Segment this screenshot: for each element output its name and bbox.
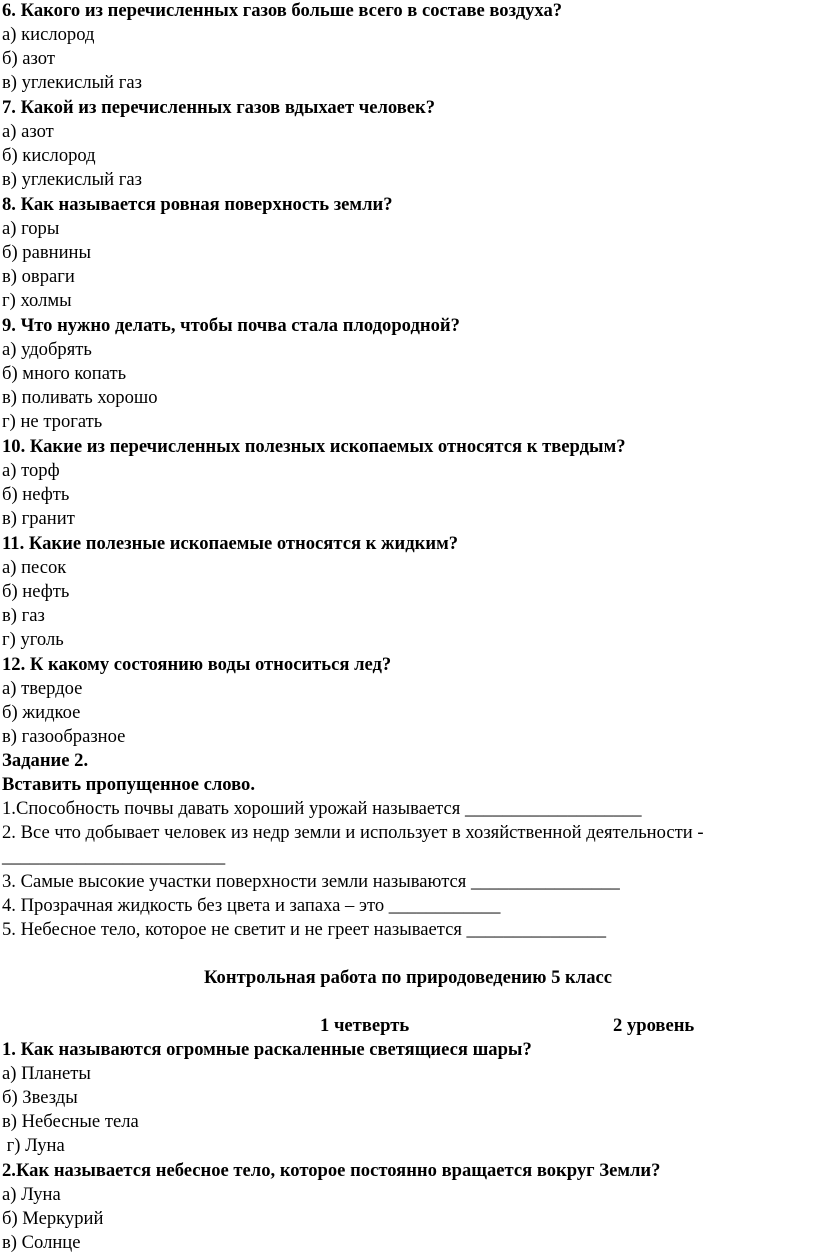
- task-2-title: Задание 2.: [2, 750, 89, 771]
- answer-option: г) холмы: [2, 290, 72, 311]
- answer-option: б) много копать: [2, 363, 127, 384]
- answer-option: а) Планеты: [2, 1063, 91, 1084]
- answer-option: г) уголь: [2, 629, 64, 650]
- level-label: 2 уровень: [613, 1015, 695, 1036]
- question-12: 12. К какому состоянию воды относиться лед?: [2, 654, 392, 675]
- question-10: 10. Какие из перечисленных полезных ископаемых относятся к твердым?: [2, 436, 626, 457]
- answer-option: в) углекислый газ: [2, 169, 142, 190]
- fill-in-blank: ________________________: [2, 846, 226, 867]
- answer-option: а) горы: [2, 218, 60, 239]
- answer-option: б) азот: [2, 48, 55, 69]
- answer-option: г) Луна: [2, 1135, 65, 1156]
- answer-option: а) Луна: [2, 1184, 61, 1205]
- answer-option: в) гранит: [2, 508, 75, 529]
- question-1: 1. Как называются огромные раскаленные светящиеся шары?: [2, 1039, 532, 1060]
- answer-option: в) овраги: [2, 266, 75, 287]
- fill-in-sentence: 4. Прозрачная жидкость без цвета и запаха – это ____________: [2, 895, 501, 916]
- fill-in-sentence: 2. Все что добывает человек из недр земли и использует в хозяйственной деятельности -: [2, 822, 704, 843]
- question-11: 11. Какие полезные ископаемые относятся к жидким?: [2, 533, 459, 554]
- question-2: 2.Как называется небесное тело, которое постоянно вращается вокруг Земли?: [2, 1160, 661, 1181]
- answer-option: б) жидкое: [2, 702, 81, 723]
- answer-option: б) нефть: [2, 581, 70, 602]
- test-title: Контрольная работа по природоведению 5 класс: [204, 967, 612, 988]
- answer-option: в) поливать хорошо: [2, 387, 158, 408]
- answer-option: б) Звезды: [2, 1087, 78, 1108]
- answer-option: а) песок: [2, 557, 67, 578]
- quarter-label: 1 четверть: [320, 1015, 410, 1036]
- answer-option: а) азот: [2, 121, 54, 142]
- fill-in-sentence: 1.Способность почвы давать хороший урожай называется ___________________: [2, 798, 642, 819]
- answer-option: в) Небесные тела: [2, 1111, 139, 1132]
- fill-in-sentence: 5. Небесное тело, которое не светит и не греет называется _______________: [2, 919, 606, 940]
- answer-option: в) газообразное: [2, 726, 126, 747]
- question-8: 8. Как называется ровная поверхность земли?: [2, 194, 393, 215]
- question-6: 6. Какого из перечисленных газов больше всего в составе воздуха?: [2, 0, 563, 21]
- fill-in-sentence: 3. Самые высокие участки поверхности земли называются ________________: [2, 871, 620, 892]
- task-2-instruction: Вставить пропущенное слово.: [2, 774, 255, 795]
- answer-option: в) Солнце: [2, 1232, 81, 1253]
- answer-option: а) твердое: [2, 678, 83, 699]
- answer-option: б) нефть: [2, 484, 70, 505]
- answer-option: в) газ: [2, 605, 45, 626]
- answer-option: г) не трогать: [2, 411, 103, 432]
- answer-option: в) углекислый газ: [2, 72, 142, 93]
- answer-option: а) торф: [2, 460, 60, 481]
- question-7: 7. Какой из перечисленных газов вдыхает человек?: [2, 97, 436, 118]
- answer-option: б) кислород: [2, 145, 96, 166]
- question-9: 9. Что нужно делать, чтобы почва стала плодородной?: [2, 315, 460, 336]
- answer-option: а) кислород: [2, 24, 95, 45]
- answer-option: б) равнины: [2, 242, 91, 263]
- answer-option: а) удобрять: [2, 339, 92, 360]
- answer-option: б) Меркурий: [2, 1208, 104, 1229]
